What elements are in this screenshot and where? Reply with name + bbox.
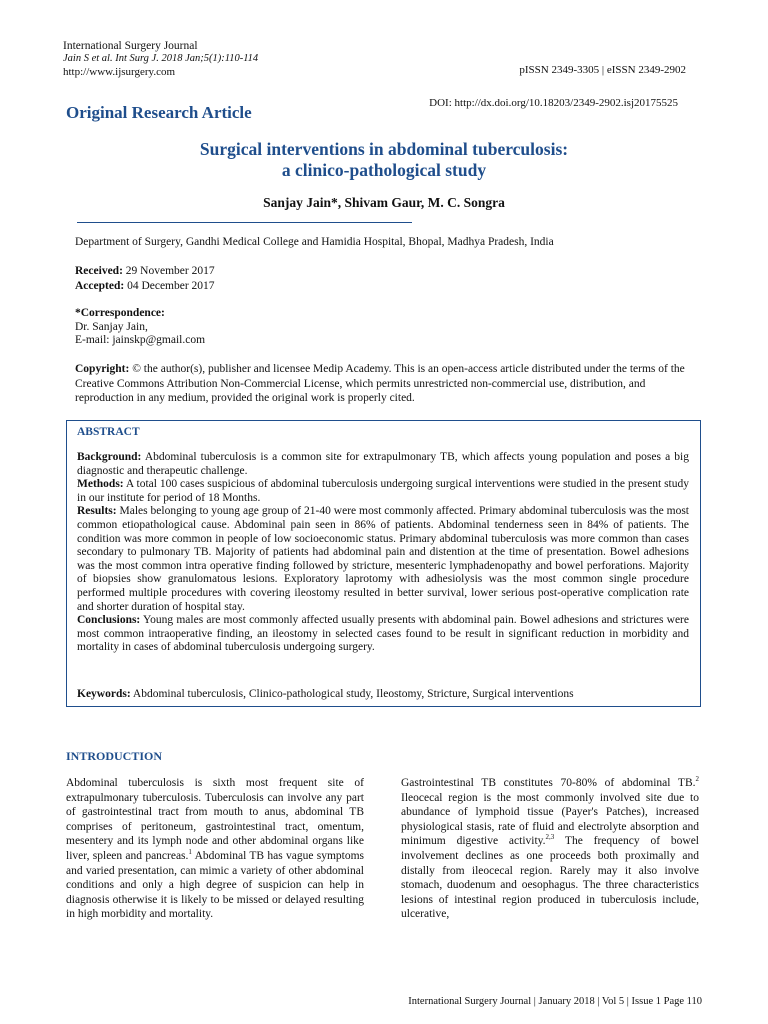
correspondence: [75, 307, 205, 348]
correspondence-name: Dr. Sanjay Jain,: [75, 320, 148, 333]
methods-label: Methods:: [77, 478, 124, 491]
correspondence-label: *Correspondence:: [75, 307, 165, 319]
correspondence-email[interactable]: E-mail: jainskp@gmail.com: [75, 334, 206, 346]
results-text: Males belonging to young age group of 21-40 were most commonly affected. Primary abdominal tuberculosis was the most common etiopathological cause. Abdominal pain seen in 86% of patients. Abdominal tenderness seen in 84% of patients. The condition was more common in people of low socioeconomic status. Primary abdominal tuberculosis was more common than cases secondary to pulmonary TB. Majority of patients had abdominal pain and distention at the time of presentation. Bowel adhesions was the most common intra operative finding followed by stricture, mesenteric lymphadenopathy and bowel perforations. Majority of biopsies show granulomatous lesions. Exploratory laprotomy with adhesiolysis was the most common single procedure performed multiple procedures with covering ileostomy resulted in better survival, lower serious post-operative complication rate and shorter duration of hospital stay.: [77, 505, 689, 613]
journal-name: International Surgery Journal: [63, 40, 198, 52]
abstract-background: [77, 451, 689, 478]
ref-1[interactable]: 1: [188, 848, 192, 857]
abstract-box: [66, 420, 701, 707]
copyright-notice: [75, 362, 695, 406]
intro-right-text-c: The frequency of bowel involvement declines as one proceeds both proximally and distally from ileocecal region. Rarely may it also involve stomach, duodenum and oesophagus. The three characteristics lesions of intestinal region produced in tuberculosis include, ulcerative,: [401, 835, 699, 921]
ref-2[interactable]: 2: [695, 775, 699, 784]
authors: Sanjay Jain*, Shivam Gaur, M. C. Songra: [263, 195, 505, 210]
article-title: [0, 139, 768, 181]
keywords-text: Abdominal tuberculosis, Clinico-pathological study, Ileostomy, Stricture, Surgical interventions: [130, 688, 574, 700]
abstract-methods: [77, 478, 689, 505]
intro-column-left: [66, 776, 364, 922]
ref-2-3[interactable]: 2,3: [545, 833, 555, 842]
copyright-text: © the author(s), publisher and licensee Medip Academy. This is an open-access article distributed under the terms of the Creative Commons Attribution Non-Commercial License, which permits unrestricted non-commercial use, distribution, and reproduction in any medium, provided the original work is properly cited.: [75, 363, 685, 404]
background-text: Abdominal tuberculosis is a common site for extrapulmonary TB, which affects young population and poses a big diagnostic and therapeutic challenge.: [77, 451, 689, 477]
abstract-conclusions: [77, 614, 689, 655]
intro-right-text-a: Gastrointestinal TB constitutes 70-80% of abdominal TB.: [401, 777, 696, 789]
received-label: Received:: [75, 265, 123, 277]
conclusions-text: Young males are most commonly affected usually presents with abdominal pain. Bowel adhesions and strictures were most common intraoperative finding, an ileostomy in selected cases found to be result in significant reduction in morbidity and mortality in cases of abdominal tuberculosis undergoing surgery.: [77, 614, 689, 654]
received-date: 29 November 2017: [122, 265, 215, 277]
conclusions-label: Conclusions:: [77, 614, 141, 627]
title-line-1: Surgical interventions in abdominal tuberculosis:: [199, 139, 569, 159]
title-line-2: a clinico-pathological study: [281, 160, 487, 180]
doi-link[interactable]: DOI: http://dx.doi.org/10.18203/2349-2902.isj20175525: [429, 97, 678, 109]
introduction-heading: INTRODUCTION: [66, 749, 163, 763]
intro-column-right: [401, 776, 699, 922]
journal-url[interactable]: http://www.ijsurgery.com: [63, 66, 176, 78]
citation: Jain S et al. Int Surg J. 2018 Jan;5(1):110-114: [63, 53, 259, 64]
abstract-body: [77, 451, 689, 655]
article-type: Original Research Article: [66, 103, 252, 122]
accepted-date: 04 December 2017: [124, 280, 215, 292]
intro-left-text-a: Abdominal tuberculosis is sixth most frequent site of extrapulmonary tuberculosis. Tuberculosis can involve any part of gastrointestinal tract from mouth to anus, abdominal TB comprises of peritoneum, gastrointestinal tract, omentum, mesentery and its lymph node and other abdominal organs like liver, spleen and pancreas.: [66, 777, 364, 862]
keywords-label: Keywords:: [77, 688, 131, 700]
results-label: Results:: [77, 505, 117, 518]
copyright-label: Copyright:: [75, 363, 130, 375]
intro-left-text-b: Abdominal TB has vague symptoms and varied presentation, can mimic a variety of other abdominal conditions and only a high degree of suspicion can help in diagnosis otherwise it is likely to be missed or delayed resulting in high morbidity and mortality.: [66, 849, 364, 921]
affiliation: Department of Surgery, Gandhi Medical College and Hamidia Hospital, Bhopal, Madhya Pradesh, India: [75, 236, 554, 248]
abstract-heading: ABSTRACT: [77, 426, 140, 438]
abstract-keywords: [77, 688, 689, 700]
page-footer: International Surgery Journal | January 2018 | Vol 5 | Issue 1 Page 110: [408, 996, 702, 1007]
dates: [75, 264, 215, 294]
background-label: Background:: [77, 451, 142, 463]
abstract-results: [77, 505, 689, 614]
intro-right-text-b: Ileocecal region is the most commonly involved site due to abundance of lymphoid tissue (Payer's Patches), increased physiological stasis, rate of fluid and electrolyte absorption and minimum digestive activity.: [401, 791, 699, 848]
accepted-label: Accepted:: [75, 280, 125, 292]
methods-text: A total 100 cases suspicious of abdominal tuberculosis undergoing surgical interventions were studied in the present study in our institute for period of 18 Months.: [77, 478, 689, 504]
title-divider: [77, 222, 412, 223]
issn: pISSN 2349-3305 | eISSN 2349-2902: [519, 64, 686, 76]
